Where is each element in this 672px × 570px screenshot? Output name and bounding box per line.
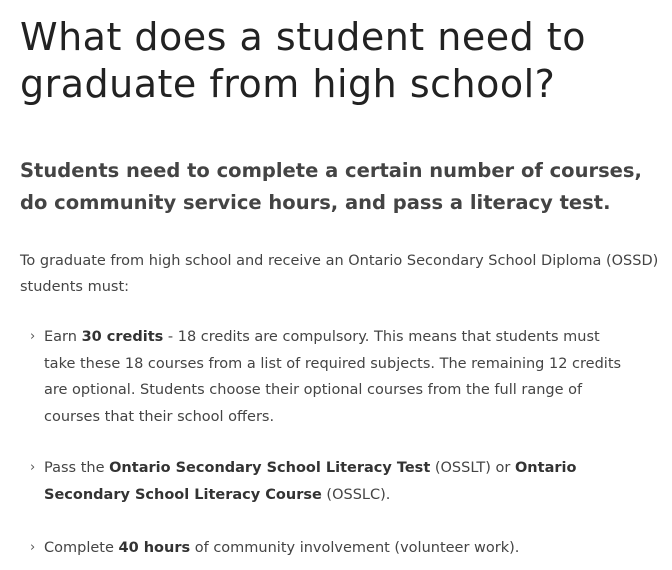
summary-subheading: Students need to complete a certain number of courses, do community service hours, and pass a literacy test. [20,159,642,214]
page-title: What does a student need to graduate from high school? [20,15,586,106]
chevron-right-icon: › [30,329,36,344]
chevron-right-icon: › [30,540,36,555]
requirement-credits: › Earn 30 credits - 18 credits are compulsory. This means that students must take these 18 courses from a list of required subjects. The remaining 12 credits are optional. Students choose their optional courses from the full range of courses that their school offers. [30,324,630,430]
requirement-community-hours: › Complete 40 hours of community involvement (volunteer work). [30,535,630,562]
literacy-test-emphasis: Ontario Secondary School Literacy Test [109,460,431,476]
chevron-right-icon: › [30,460,36,475]
intro-paragraph: To graduate from high school and receive an Ontario Secondary School Diploma (OSSD) students must: [20,253,659,295]
literacy-course-emphasis: Ontario Secondary School Literacy Course [44,460,577,503]
requirement-literacy: › Pass the Ontario Secondary School Literacy Test (OSSLT) or Ontario Secondary School Literacy Course (OSSLC). [30,455,630,508]
credits-emphasis: 30 credits [81,329,164,345]
hours-emphasis: 40 hours [118,540,191,556]
